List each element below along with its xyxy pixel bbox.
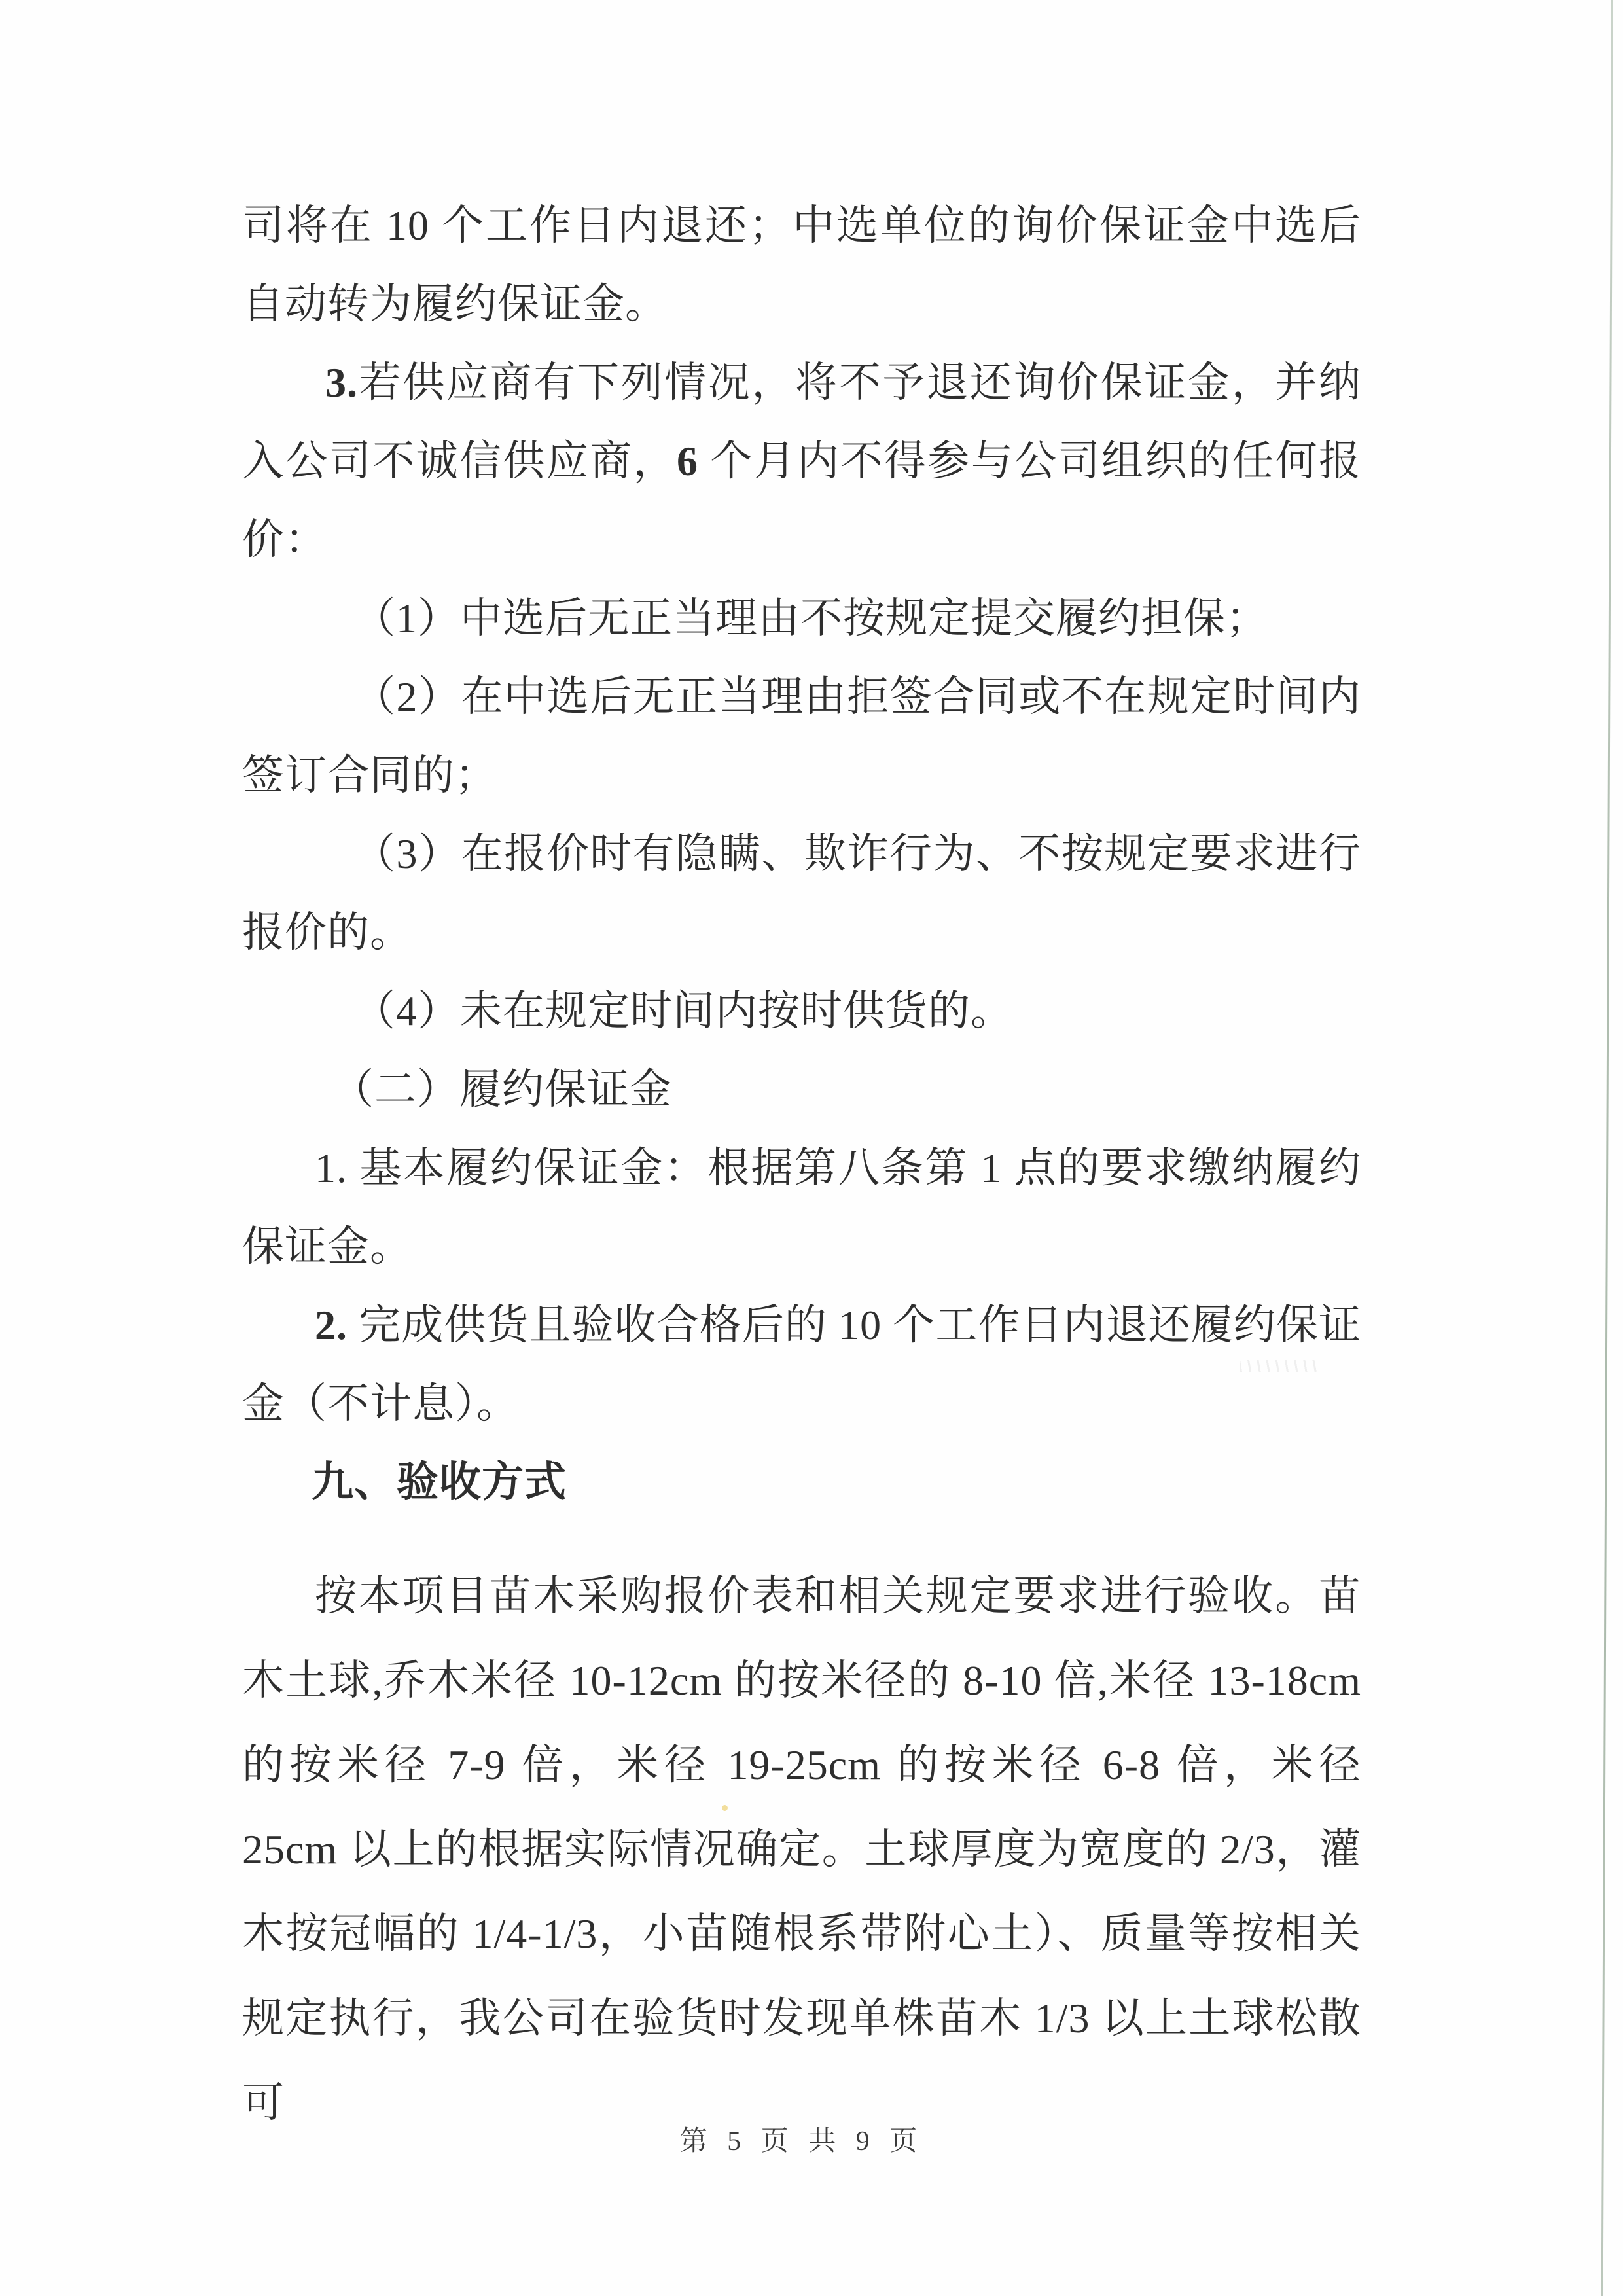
list-item-4 [242, 972, 1361, 1050]
scan-edge-artifact [1601, 0, 1613, 2296]
paragraph-basic-performance-bond [242, 1129, 1361, 1286]
list-item-1 [242, 579, 1361, 658]
paragraph-bond-refund-continuation [242, 187, 1361, 344]
list-item-2 [242, 658, 1361, 815]
scan-speck-artifact [722, 1805, 728, 1811]
list-item-text: （3）在报价时有隐瞒、欺诈行为、不按规定要求进行报价的。 [242, 831, 1361, 956]
list-item-text: （4）未在规定时间内按时供货的。 [353, 988, 1013, 1034]
months-number: 6 [677, 438, 698, 484]
paragraph-bond-return [242, 1286, 1361, 1443]
paragraph-text: 按本项目苗木采购报价表和相关规定要求进行验收。苗木土球,乔木米径 10-12cm 的按米径的 8-10 倍,米径 13-18cm 的按米径 7-9 倍，米径 19-25cm 的按米径 6-8 倍，米径 25cm 以上的根据实际情况确定。土球厚度为宽度的 2/3，灌木按冠幅的 1/4-1/3，小苗随根系带附心土）、质量等按相关规定执行，我公司在验货时发现单株苗木 1/3 以上土球松散可 [242, 1573, 1361, 2126]
paragraph-text: 个月内不得参与公司组织的任何报价： [242, 438, 1361, 563]
list-item-text: （1）中选后无正当理由不按规定提交履约担保； [353, 595, 1268, 641]
paragraph-text: 若供应商有下列情况，将不予退还询价保证金，并纳入公司不诚信供应商， [242, 359, 1361, 484]
list-item-3 [242, 815, 1361, 972]
paragraph-acceptance-requirements [242, 1554, 1361, 2145]
scan-smudge-artifact [1240, 1360, 1319, 1372]
clause-number: 2. [315, 1302, 348, 1348]
list-item-text: （2）在中选后无正当理由拒签合同或不在规定时间内签订合同的； [242, 673, 1361, 798]
paragraph-text: 1. 基本履约保证金：根据第八条第 1 点的要求缴纳履约保证金。 [242, 1145, 1361, 1270]
clause-number: 3. [325, 359, 358, 406]
paragraph-text: 完成供货且验收合格后的 10 个工作日内退还履约保证金（不计息）。 [242, 1302, 1361, 1427]
paragraph-clause-3-violations [242, 344, 1361, 579]
page-footer [242, 2119, 1361, 2159]
document-body [242, 187, 1361, 2145]
heading-section-9-acceptance-method [242, 1443, 1361, 1522]
heading-text: 九、验收方式 [312, 1459, 567, 1505]
page-number-indicator: 第 5 页 共 9 页 [679, 2126, 924, 2157]
section-2-title-performance-bond [242, 1050, 1361, 1129]
section-title-text: （二）履约保证金 [332, 1066, 672, 1113]
paragraph-text: 司将在 10 个工作日内退还；中选单位的询价保证金中选后自动转为履约保证金。 [242, 202, 1361, 327]
